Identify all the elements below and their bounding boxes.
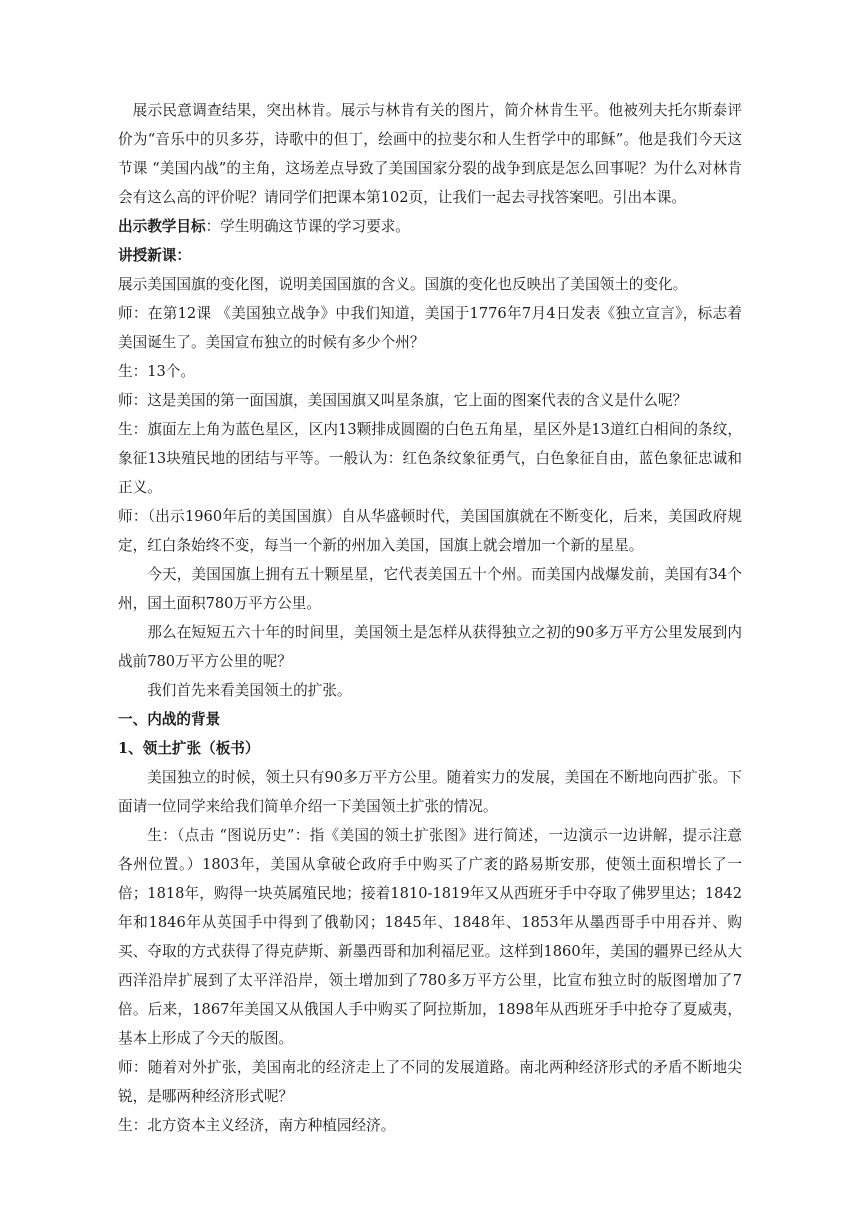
today-paragraph: 今天，美国国旗上拥有五十颗星星，它代表美国五十个州。而美国内战爆发前，美国有34个州，国土面积780万平方公里。 xyxy=(118,566,742,612)
section-heading-background: 一、内战的背景 xyxy=(118,711,221,728)
document-body xyxy=(118,96,742,1140)
student-line-2: 生：旗面左上角为蓝色星区，区内13颗排成圆圈的白色五角星，星区外是13道红白相间的条纹，象征13块殖民地的团结与平等。一般认为：红色条纹象征勇气，白色象征自由，蓝色象征忠诚和正义。 xyxy=(118,421,742,496)
teaching-goal-text: ：学生明确这节课的学习要求。 xyxy=(205,218,410,235)
teacher-line-3: 师：（出示1960年后的美国国旗）自从华盛顿时代，美国国旗就在不断变化，后来，美国政府规定，红白条始终不变，每当一个新的州加入美国，国旗上就会增加一个新的星星。 xyxy=(118,508,742,554)
teaching-goal-paragraph xyxy=(118,212,742,241)
teacher-line-2: 师：这是美国的第一面国旗，美国国旗又叫星条旗，它上面的图案代表的含义是什么呢？ xyxy=(118,392,688,409)
subsection-heading-expansion: 1、领土扩张（板书） xyxy=(118,740,260,757)
question-paragraph: 那么在短短五六十年的时间里，美国领土是怎样从获得独立之初的90多万平方公里发展到内战前780万平方公里的呢？ xyxy=(118,624,742,670)
teacher-line-1: 师：在第12课 《美国独立战争》中我们知道，美国于1776年7月4日发表《独立宣言》，标志着美国诞生了。美国宣布独立的时候有多少个州？ xyxy=(118,305,742,351)
new-lesson-heading: 讲授新课： xyxy=(118,247,191,264)
expansion-intro-paragraph: 美国独立的时候，领土只有90多万平方公里。随着实力的发展，美国在不断地向西扩张。下面请一位同学来给我们简单介绍一下美国领土扩张的情况。 xyxy=(118,769,742,815)
student-line-3: 生：北方资本主义经济，南方种植园经济。 xyxy=(118,1117,396,1134)
teaching-goal-label: 出示教学目标 xyxy=(118,218,206,235)
flag-intro-paragraph: 展示美国国旗的变化图，说明美国国旗的含义。国旗的变化也反映出了美国领土的变化。 xyxy=(118,276,688,293)
intro-paragraph: 展示民意调查结果，突出林肯。展示与林肯有关的图片，简介林肯生平。他被列夫托尔斯泰评价为“音乐中的贝多芬，诗歌中的但丁，绘画中的拉斐尔和人生哲学中的耶稣”。他是我们今天这节课 “美国内战”的主角，这场差点导致了美国国家分裂的战争到底是怎么回事呢？为什么对林肯会有这么高的评价呢？请同学们把课本第102页，让我们一起去寻找答案吧。引出本课。 xyxy=(118,102,742,206)
student-line-1: 生：13个。 xyxy=(118,363,195,380)
student-expansion-paragraph: 生：（点击 “图说历史”：指《美国的领土扩张图》进行简述，一边演示一边讲解，提示注意各州位置。）1803年，美国从拿破仑政府手中购买了广袤的路易斯安那，使领土面积增长了一倍；1818年，购得一块英属殖民地；接着1810-1819年又从西班牙手中夺取了佛罗里达；1842年和1846年从英国手中得到了俄勒冈；1845年、1848年、1853年从墨西哥手中用吞并、购买、夺取的方式获得了得克萨斯、新墨西哥和加利福尼亚。这样到1860年，美国的疆界已经从大西洋沿岸扩展到了太平洋沿岸，领土增加到了780多万平方公里，比宣布独立时的版图增加了7倍。后来，1867年美国又从俄国人手中购买了阿拉斯加，1898年从西班牙手中抢夺了夏威夷，基本上形成了今天的版图。 xyxy=(118,827,742,1047)
territory-lead-paragraph: 我们首先来看美国领土的扩张。 xyxy=(147,682,352,699)
teacher-line-4: 师：随着对外扩张，美国南北的经济走上了不同的发展道路。南北两种经济形式的矛盾不断地尖锐，是哪两种经济形式呢？ xyxy=(118,1059,742,1105)
